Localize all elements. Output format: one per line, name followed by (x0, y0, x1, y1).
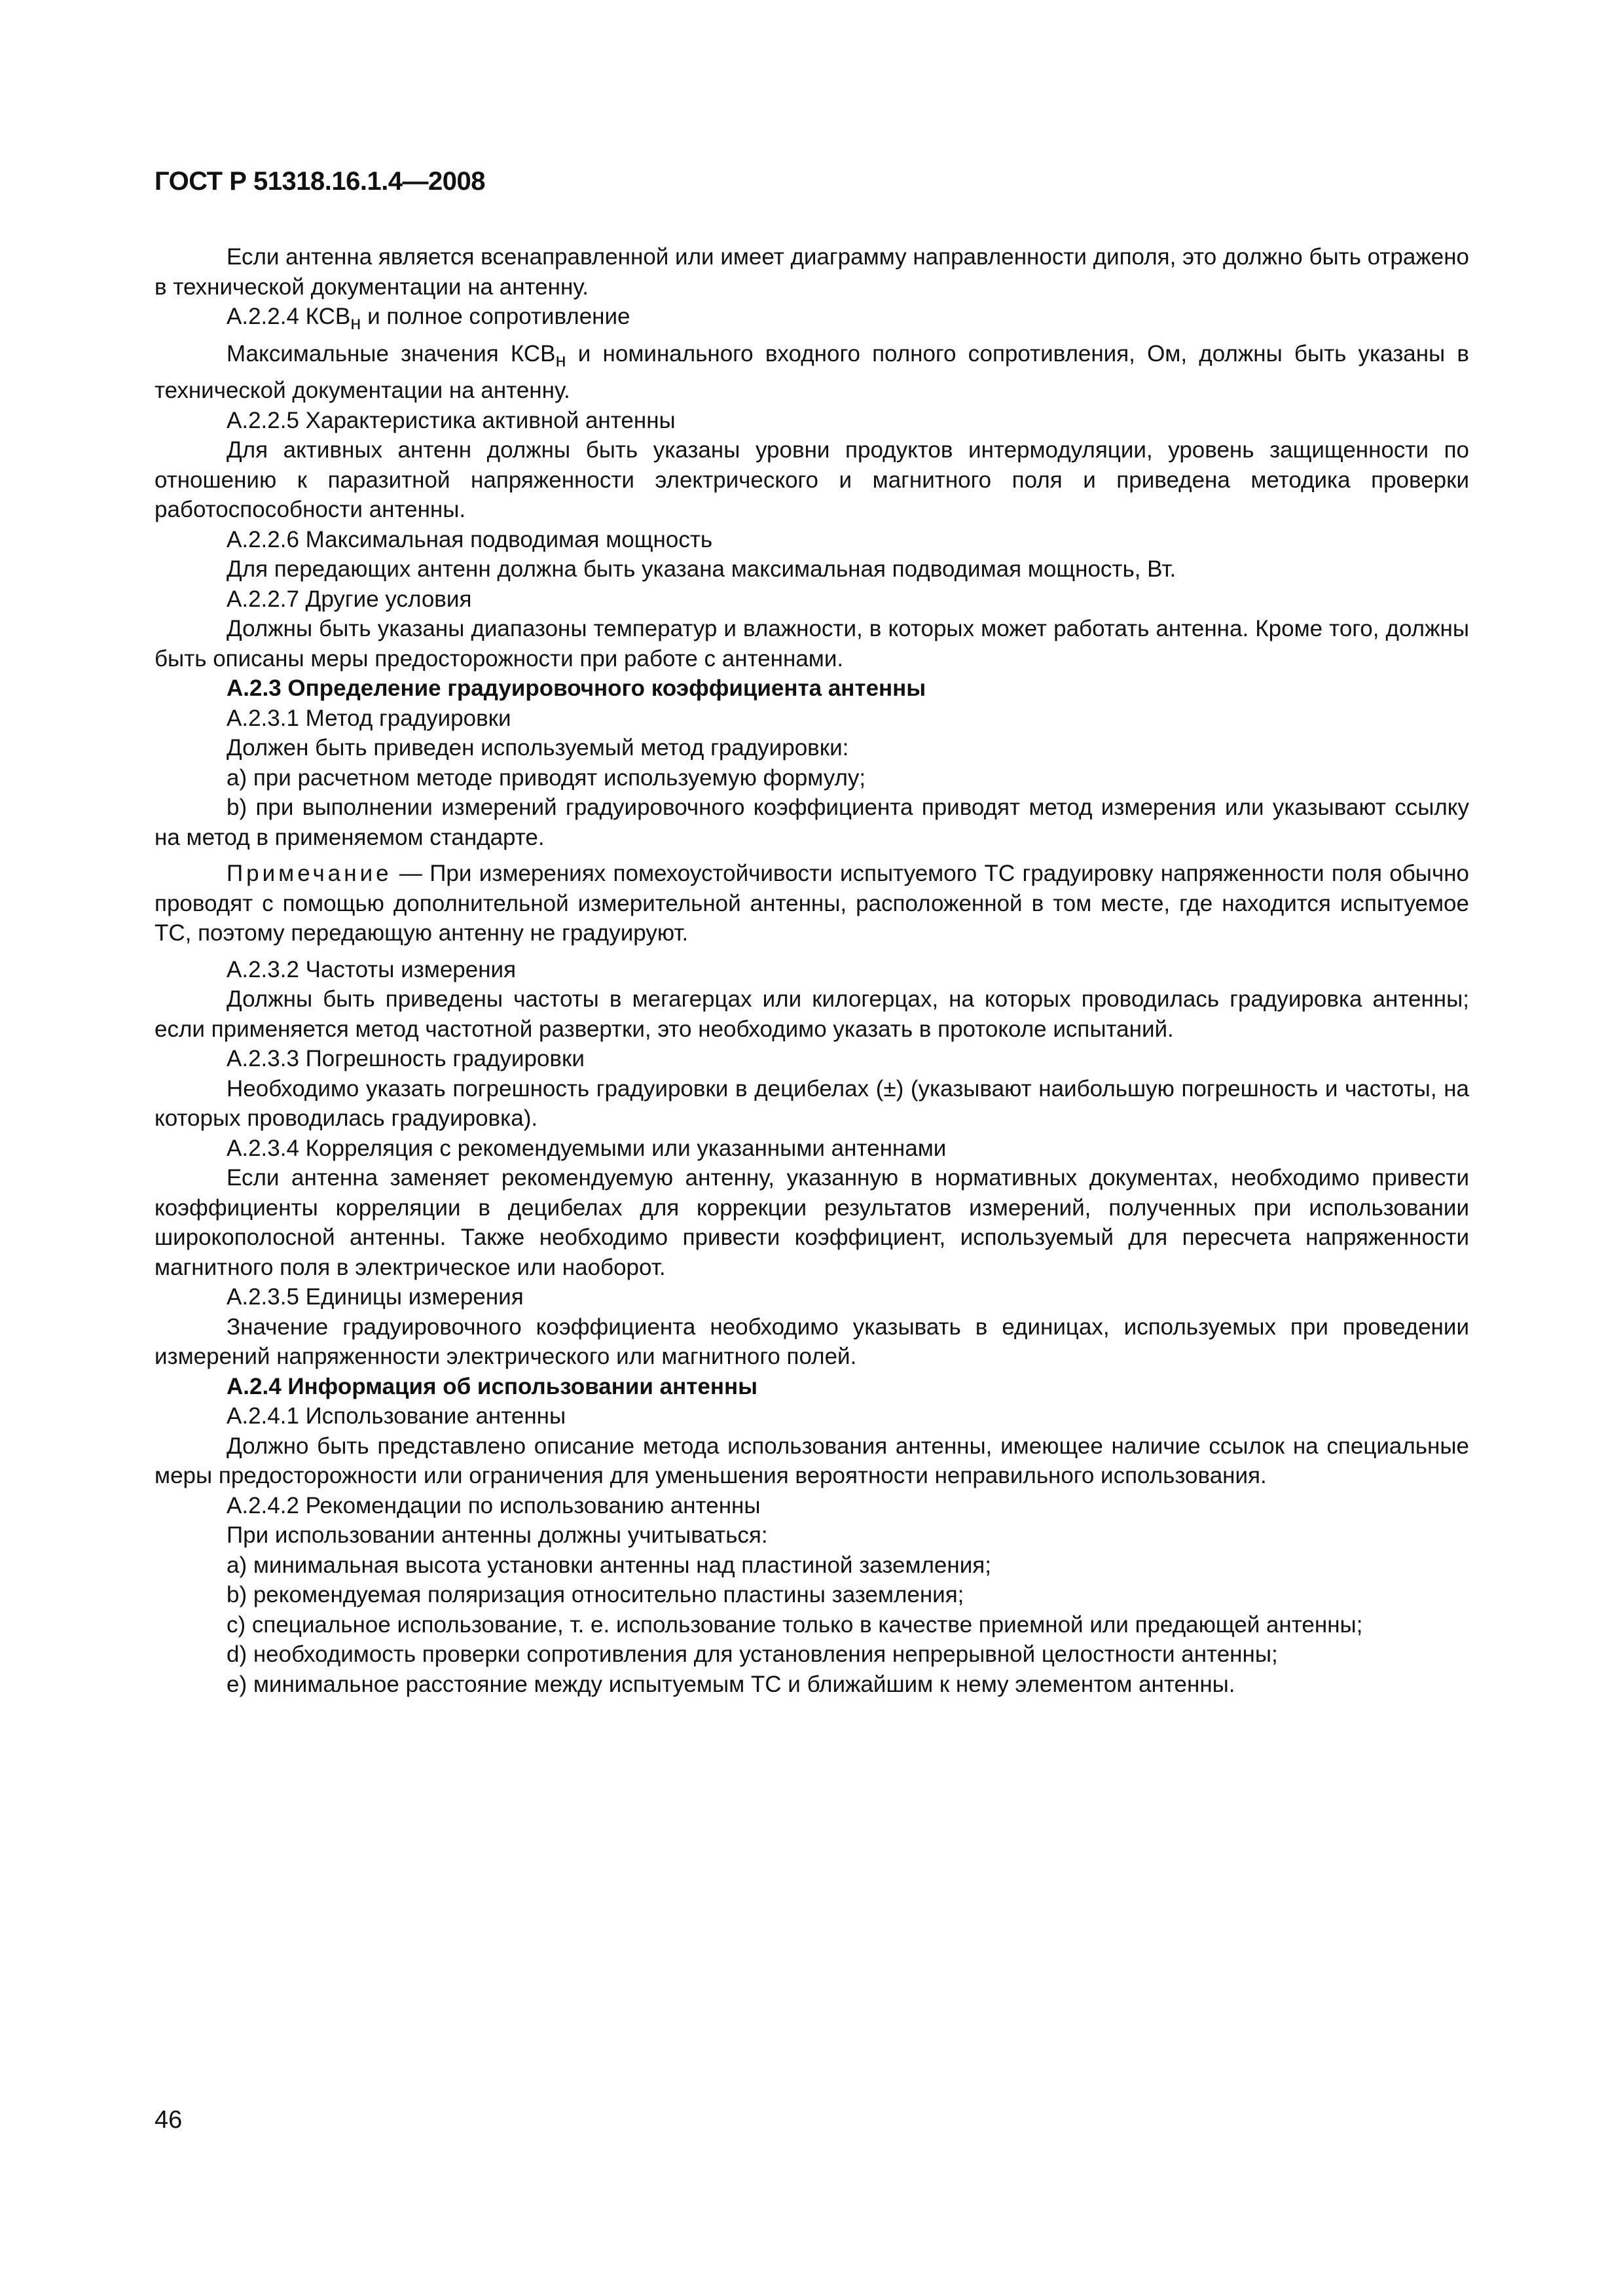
paragraph-max-values-pre: Максимальные значения КСВ (227, 340, 556, 367)
heading-a2-3: А.2.3 Определение градуировочного коэффициента антенны (227, 675, 926, 701)
list-item-a: а) минимальная высота установки антенны над пластиной заземления; (227, 1552, 991, 1578)
paragraph-max-values-post: и номинального входного полного сопротивления, Ом, должны быть указаны в технической документации на антенну. (155, 340, 1469, 403)
section-a2-4-2: А.2.4.2 Рекомендации по использованию антенны (227, 1492, 761, 1518)
section-a2-2-4-pre: А.2.2.4 КСВ (227, 304, 351, 329)
paragraph-units: Значение градуировочного коэффициента необходимо указывать в единицах, используемых при проведении измерений напряженности электрического или магнитного полей. (155, 1314, 1469, 1369)
paragraph-recommendations: При использовании антенны должны учитываться: (227, 1522, 768, 1548)
section-a2-3-3: А.2.3.3 Погрешность градуировки (227, 1046, 585, 1071)
paragraph-correlation: Если антенна заменяет рекомендуемую антенну, указанную в нормативных документах, необходимо привести коэффициенты корреляции в децибелах для коррекции результатов измерений, полученных при использовании широкополосной антенны. Также необходимо привести коэффициент, используемый для пересчета напряженности магнитного поля в электрическое или наоборот. (155, 1165, 1469, 1280)
list-item-a: а) при расчетном методе приводят используемую формулу; (227, 764, 866, 791)
paragraph-max-values (155, 339, 1469, 406)
list-item-b: b) рекомендуемая поляризация относительно пластины заземления; (227, 1582, 964, 1607)
note-paragraph (155, 859, 1469, 948)
section-a2-2-4-post: и полное сопротивление (361, 304, 630, 329)
paragraph-error: Необходимо указать погрешность градуировки в децибелах (±) (указывают наибольшую погрешность и частоты, на которых проводилась градуировка). (155, 1075, 1469, 1131)
section-a2-2-4 (155, 302, 1469, 339)
paragraph-conditions: Должны быть указаны диапазоны температур и влажности, в которых может работать антенна. Кроме того, должны быть описаны меры предосторожности при работе с антеннами. (155, 616, 1469, 672)
document-body (155, 242, 1469, 1699)
paragraph-active-antennas: Для активных антенн должны быть указаны уровни продуктов интермодуляции, уровень защищенности по отношению к паразитной напряженности электрического и магнитного поля и приведена методика проверки работоспособности антенны. (155, 437, 1469, 522)
paragraph-omnidirectional: Если антенна является всенаправленной или имеет диаграмму направленности диполя, это должно быть отражено в технической документации на антенну. (155, 244, 1469, 300)
paragraph-max-power: Для передающих антенн должна быть указана максимальная подводимая мощность, Вт. (227, 556, 1176, 582)
subscript-n: н (555, 350, 566, 371)
section-a2-2-5: А.2.2.5 Характеристика активной антенны (227, 407, 676, 433)
paragraph-usage: Должно быть представлено описание метода использования антенны, имеющее наличие ссылок на специальные меры предосторожности или ограничения для уменьшения вероятности неправильного использования. (155, 1433, 1469, 1488)
note-label: Примечание (227, 861, 392, 886)
section-a2-2-7: А.2.2.7 Другие условия (227, 586, 472, 612)
paragraph-method: Должен быть приведен используемый метод градуировки: (227, 735, 849, 761)
section-a2-3-1: А.2.3.1 Метод градуировки (227, 705, 511, 731)
list-item-c: c) специальное использование, т. е. использование только в качестве приемной или предающей антенны; (227, 1611, 1363, 1638)
note-text: — При измерениях помехоустойчивости испытуемого ТС градуировку напряженности поля обычно проводят с помощью дополнительной измерительной антенны, расположенной в том месте, где находится испытуемое ТС, поэтому передающую антенну не градуируют. (155, 861, 1469, 946)
section-a2-3-2: А.2.3.2 Частоты измерения (227, 956, 517, 982)
section-a2-3-4: А.2.3.4 Корреляция с рекомендуемыми или указанными антеннами (227, 1135, 947, 1161)
page-number: 46 (155, 2106, 183, 2134)
section-a2-3-5: А.2.3.5 Единицы измерения (227, 1284, 524, 1310)
document-header: ГОСТ Р 51318.16.1.4—2008 (155, 167, 486, 196)
list-item-d: d) необходимость проверки сопротивления для установления непрерывной целостности антенны; (227, 1641, 1278, 1667)
subscript-n: н (350, 313, 361, 334)
list-item-e: е) минимальное расстояние между испытуемым ТС и ближайшим к нему элементом антенны. (227, 1671, 1235, 1697)
section-a2-4-1: А.2.4.1 Использование антенны (227, 1403, 566, 1429)
list-item-b: b) при выполнении измерений градуировочного коэффициента приводят метод измерения или указывают ссылку на метод в применяемом стандарте. (155, 795, 1469, 850)
section-a2-2-6: А.2.2.6 Максимальная подводимая мощность (227, 526, 713, 552)
heading-a2-4: А.2.4 Информация об использовании антенны (227, 1373, 758, 1399)
paragraph-frequencies: Должны быть приведены частоты в мегагерцах или килогерцах, на которых проводилась градуировка антенны; если применяется метод частотной развертки, это необходимо указать в протоколе испытаний. (155, 986, 1469, 1042)
